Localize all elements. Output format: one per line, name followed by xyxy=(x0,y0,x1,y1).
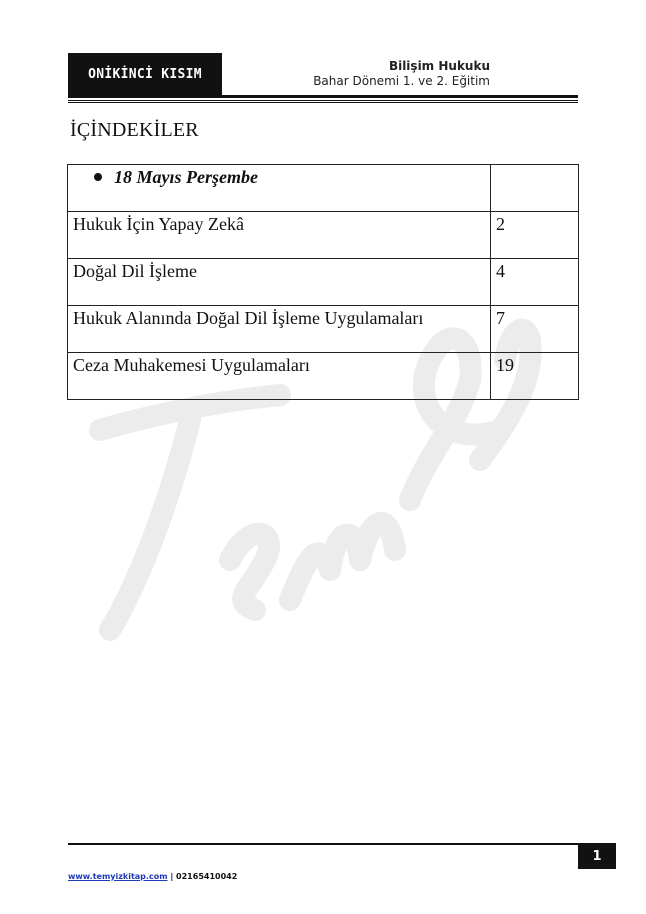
toc-entry-title[interactable]: Ceza Muhakemesi Uygulamaları xyxy=(68,353,491,400)
toc-date-row xyxy=(68,165,579,212)
footer xyxy=(68,872,237,881)
page-number: 1 xyxy=(578,843,616,869)
toc-row[interactable] xyxy=(68,306,579,353)
toc-table xyxy=(67,164,579,400)
toc-row[interactable] xyxy=(68,353,579,400)
header-rule-thin xyxy=(68,100,578,101)
toc-entry-title[interactable]: Doğal Dil İşleme xyxy=(68,259,491,306)
footer-rule xyxy=(68,843,578,845)
course-title: Bilişim Hukuku xyxy=(388,59,490,73)
section-label: ONİKİNCİ KISIM xyxy=(68,53,222,95)
toc-entry-page: 4 xyxy=(491,259,579,306)
toc-entry-page: 2 xyxy=(491,212,579,259)
header-rule-thin xyxy=(68,102,578,103)
toc-entry-page: 19 xyxy=(491,353,579,400)
footer-separator: | xyxy=(170,872,174,881)
toc-entry-title[interactable]: Hukuk İçin Yapay Zekâ xyxy=(68,212,491,259)
toc-date-heading: 18 Mayıs Perşembe xyxy=(114,167,258,187)
toc-title: İÇİNDEKİLER xyxy=(70,119,199,141)
toc-row[interactable] xyxy=(68,259,579,306)
toc-entry-page: 7 xyxy=(491,306,579,353)
toc-page-cell xyxy=(491,165,579,212)
toc-row[interactable] xyxy=(68,212,579,259)
toc-entry-title[interactable]: Hukuk Alanında Doğal Dil İşleme Uygulamaları xyxy=(68,306,491,353)
website-link[interactable]: www.temyizkitap.com xyxy=(68,872,168,881)
toc-date-cell xyxy=(68,165,491,212)
bullet-icon xyxy=(94,173,102,181)
course-subtitle: Bahar Dönemi 1. ve 2. Eğitim xyxy=(313,74,490,88)
header-rule-thick xyxy=(68,95,578,98)
course-info xyxy=(313,59,490,88)
phone-number: 02165410042 xyxy=(176,872,238,881)
